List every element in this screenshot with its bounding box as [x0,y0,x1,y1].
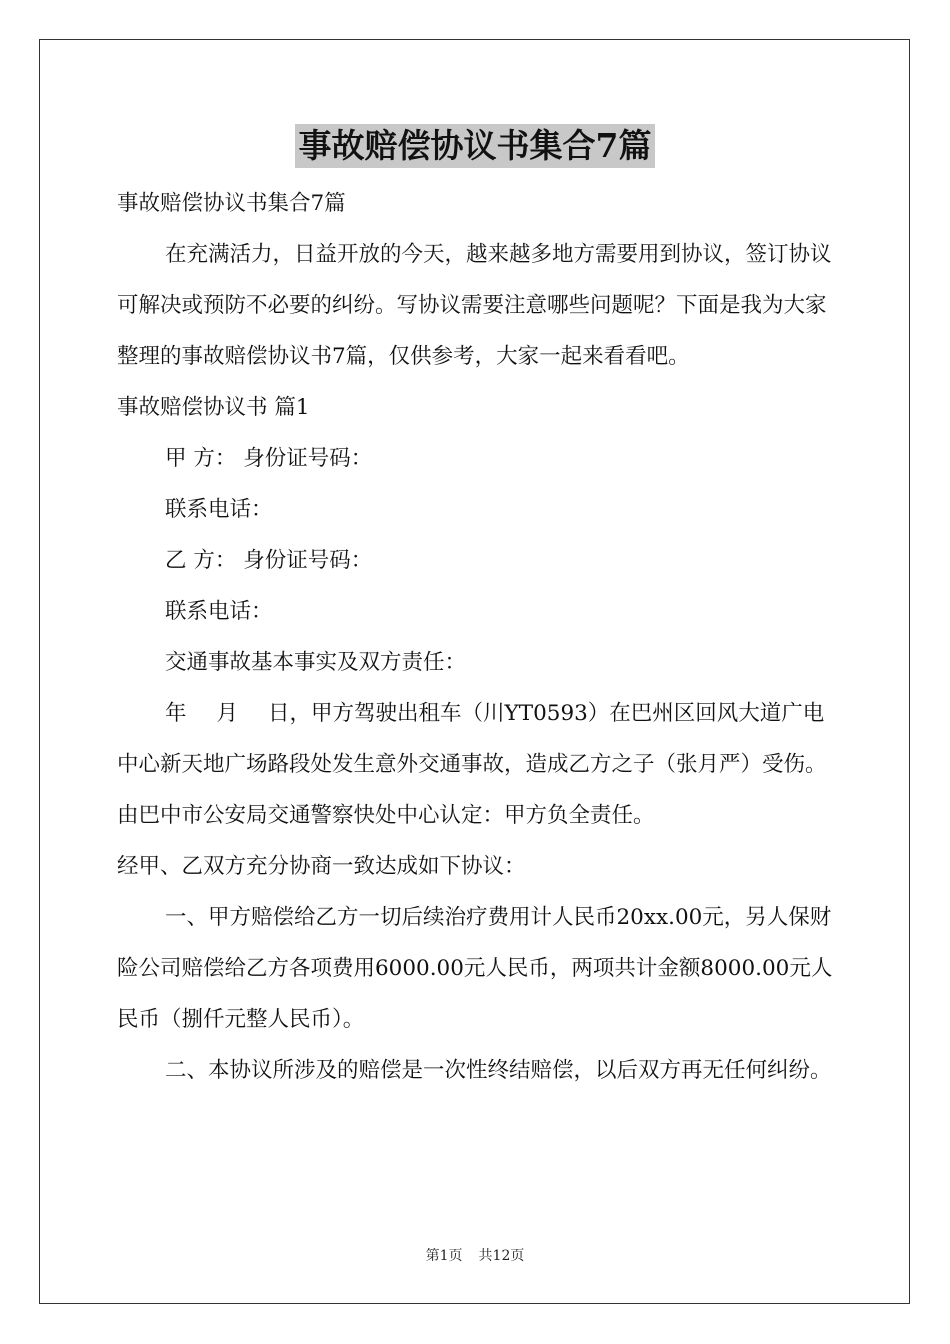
date-year: 年 [165,701,187,726]
agreement-intro: 经甲、乙双方充分协商一致达成如下协议： [117,854,526,879]
facts-text: 甲方驾驶出租车（川YT0593）在巴州区回风大道广电中心新天地广场路段处发生意外交通事故，造成乙方之子（张月严）受伤。由巴中市公安局交通警察快处中心认定：甲方负全责任。 [117,701,827,828]
party-a-id-label: 身份证号码： [243,446,373,471]
document-title-text: 事故赔偿协议书集合7篇 [295,124,656,168]
party-b-line [117,535,833,586]
party-b-label: 乙 方： [165,548,237,573]
intro-paragraph: 在充满活力，日益开放的今天，越来越多地方需要用到协议，签订协议可解决或预防不必要的纠纷。写协议需要注意哪些问题呢？下面是我为大家整理的事故赔偿协议书7篇，仅供参考，大家一起来看看吧。 [117,242,832,369]
subtitle: 事故赔偿协议书集合7篇 [117,191,346,216]
facts-heading: 交通事故基本事实及双方责任： [165,650,467,675]
section-heading: 事故赔偿协议书 篇1 [117,395,310,420]
date-day: 日， [268,701,312,726]
party-a-label: 甲 方： [165,446,237,471]
party-b-id-label: 身份证号码： [243,548,373,573]
page-footer [0,1246,950,1266]
date-month: 月 [216,701,239,726]
document-body [117,178,833,1096]
facts-paragraph [117,688,833,841]
page-number-total: 共12页 [478,1248,525,1264]
clause-2: 二、本协议所涉及的赔偿是一次性终结赔偿，以后双方再无任何纠纷。 [165,1058,832,1083]
page-number-current: 第1页 [425,1248,463,1264]
clause-1: 一、甲方赔偿给乙方一切后续治疗费用计人民币20xx.00元，另人保财险公司赔偿给乙方各项费用6000.00元人民币，两项共计金额8000.00元人民币（捌仟元整人民币）。 [117,905,833,1032]
party-a-line [117,433,833,484]
document-title [0,124,950,174]
party-b-phone: 联系电话： [165,599,273,624]
party-a-phone: 联系电话： [165,497,273,522]
